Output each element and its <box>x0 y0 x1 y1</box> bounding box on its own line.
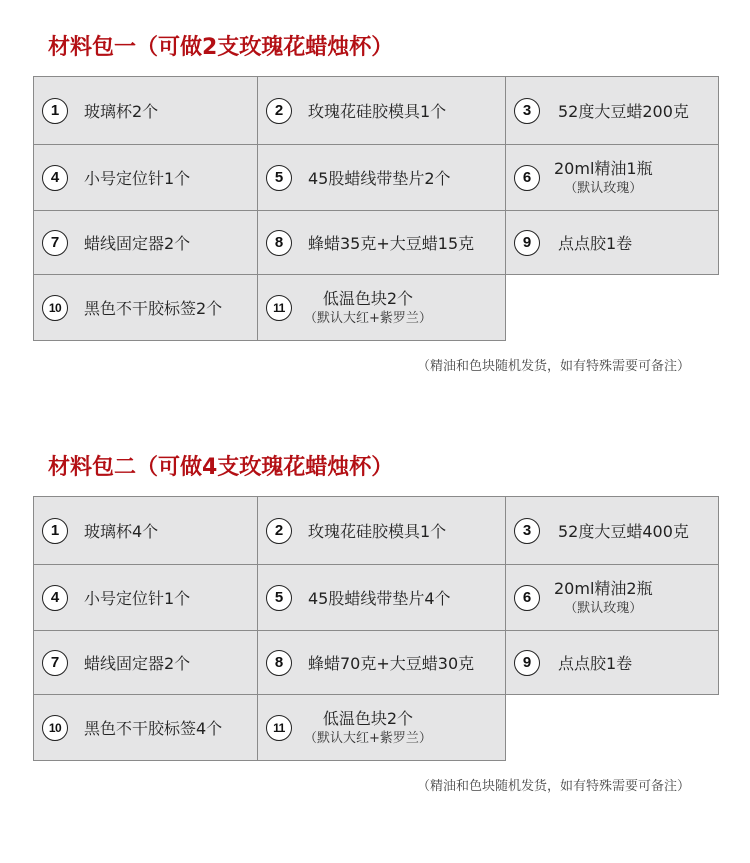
item-subtext: （默认玫瑰） <box>564 600 643 616</box>
item-grid <box>33 496 719 761</box>
item-cell-5 <box>257 564 506 631</box>
circled-number-9: 9 <box>514 650 540 676</box>
package-note: （精油和色块随机发货，如有特殊需要可备注） <box>416 359 690 374</box>
item-text-block <box>554 158 653 197</box>
item-cell-11 <box>257 274 506 341</box>
item-text: 52度大豆蜡200克 <box>558 102 689 121</box>
circled-number-4: 4 <box>42 165 68 191</box>
circled-number-4: 4 <box>42 585 68 611</box>
item-cell-6 <box>505 564 719 631</box>
circled-number-9: 9 <box>514 230 540 256</box>
item-text: 20ml精油2瓶 <box>554 578 653 598</box>
item-text: 蜡线固定器2个 <box>84 654 191 673</box>
item-text: 20ml精油1瓶 <box>554 158 653 178</box>
item-text: 低温色块2个 <box>322 288 414 308</box>
item-text: 蜂蜡70克+大豆蜡30克 <box>308 654 475 673</box>
circled-number-1: 1 <box>42 518 68 544</box>
item-cell-5 <box>257 144 506 211</box>
circled-number-3: 3 <box>514 98 540 124</box>
item-subtext: （默认大红+紫罗兰） <box>304 730 432 746</box>
item-text: 黑色不干胶标签4个 <box>84 719 223 738</box>
item-cell-11 <box>257 694 506 761</box>
item-cell-10 <box>33 694 258 761</box>
package-1 <box>0 33 750 393</box>
item-text: 52度大豆蜡400克 <box>558 522 689 541</box>
item-text: 点点胶1卷 <box>558 654 633 673</box>
item-cell-9 <box>505 630 719 695</box>
circled-number-11: 11 <box>266 715 292 741</box>
circled-number-10: 10 <box>42 715 68 741</box>
item-cell-9 <box>505 210 719 275</box>
circled-number-10: 10 <box>42 295 68 321</box>
item-text: 玻璃杯2个 <box>84 102 159 121</box>
item-text: 玫瑰花硅胶模具1个 <box>308 102 447 121</box>
item-cell-8 <box>257 630 506 695</box>
circled-number-6: 6 <box>514 165 540 191</box>
package-title: 材料包二（可做4支玫瑰花蜡烛杯） <box>48 455 394 480</box>
circled-number-1: 1 <box>42 98 68 124</box>
circled-number-2: 2 <box>266 518 292 544</box>
item-text: 玫瑰花硅胶模具1个 <box>308 522 447 541</box>
circled-number-3: 3 <box>514 518 540 544</box>
circled-number-5: 5 <box>266 585 292 611</box>
item-text: 蜂蜡35克+大豆蜡15克 <box>308 234 475 253</box>
package-2 <box>0 453 750 813</box>
circled-number-8: 8 <box>266 650 292 676</box>
item-cell-2 <box>257 496 506 565</box>
item-cell-10 <box>33 274 258 341</box>
item-subtext: （默认大红+紫罗兰） <box>304 310 432 326</box>
item-text-block <box>304 708 432 747</box>
item-grid <box>33 76 719 341</box>
item-cell-6 <box>505 144 719 211</box>
item-cell-4 <box>33 564 258 631</box>
item-text: 小号定位针1个 <box>84 169 191 188</box>
circled-number-7: 7 <box>42 650 68 676</box>
item-text: 小号定位针1个 <box>84 589 191 608</box>
item-cell-3 <box>505 496 719 565</box>
circled-number-5: 5 <box>266 165 292 191</box>
item-cell-3 <box>505 76 719 145</box>
item-text: 蜡线固定器2个 <box>84 234 191 253</box>
item-text-block <box>554 578 653 617</box>
item-text: 玻璃杯4个 <box>84 522 159 541</box>
item-text: 45股蜡线带垫片2个 <box>308 169 451 188</box>
item-cell-7 <box>33 630 258 695</box>
item-text: 45股蜡线带垫片4个 <box>308 589 451 608</box>
circled-number-2: 2 <box>266 98 292 124</box>
circled-number-7: 7 <box>42 230 68 256</box>
item-text: 低温色块2个 <box>322 708 414 728</box>
package-note: （精油和色块随机发货，如有特殊需要可备注） <box>416 779 690 794</box>
item-subtext: （默认玫瑰） <box>564 180 643 196</box>
item-cell-4 <box>33 144 258 211</box>
item-cell-2 <box>257 76 506 145</box>
item-cell-1 <box>33 76 258 145</box>
package-title: 材料包一（可做2支玫瑰花蜡烛杯） <box>48 35 394 60</box>
item-cell-1 <box>33 496 258 565</box>
circled-number-11: 11 <box>266 295 292 321</box>
item-text: 黑色不干胶标签2个 <box>84 299 223 318</box>
circled-number-6: 6 <box>514 585 540 611</box>
item-text-block <box>304 288 432 327</box>
item-text: 点点胶1卷 <box>558 234 633 253</box>
circled-number-8: 8 <box>266 230 292 256</box>
item-cell-7 <box>33 210 258 275</box>
item-cell-8 <box>257 210 506 275</box>
